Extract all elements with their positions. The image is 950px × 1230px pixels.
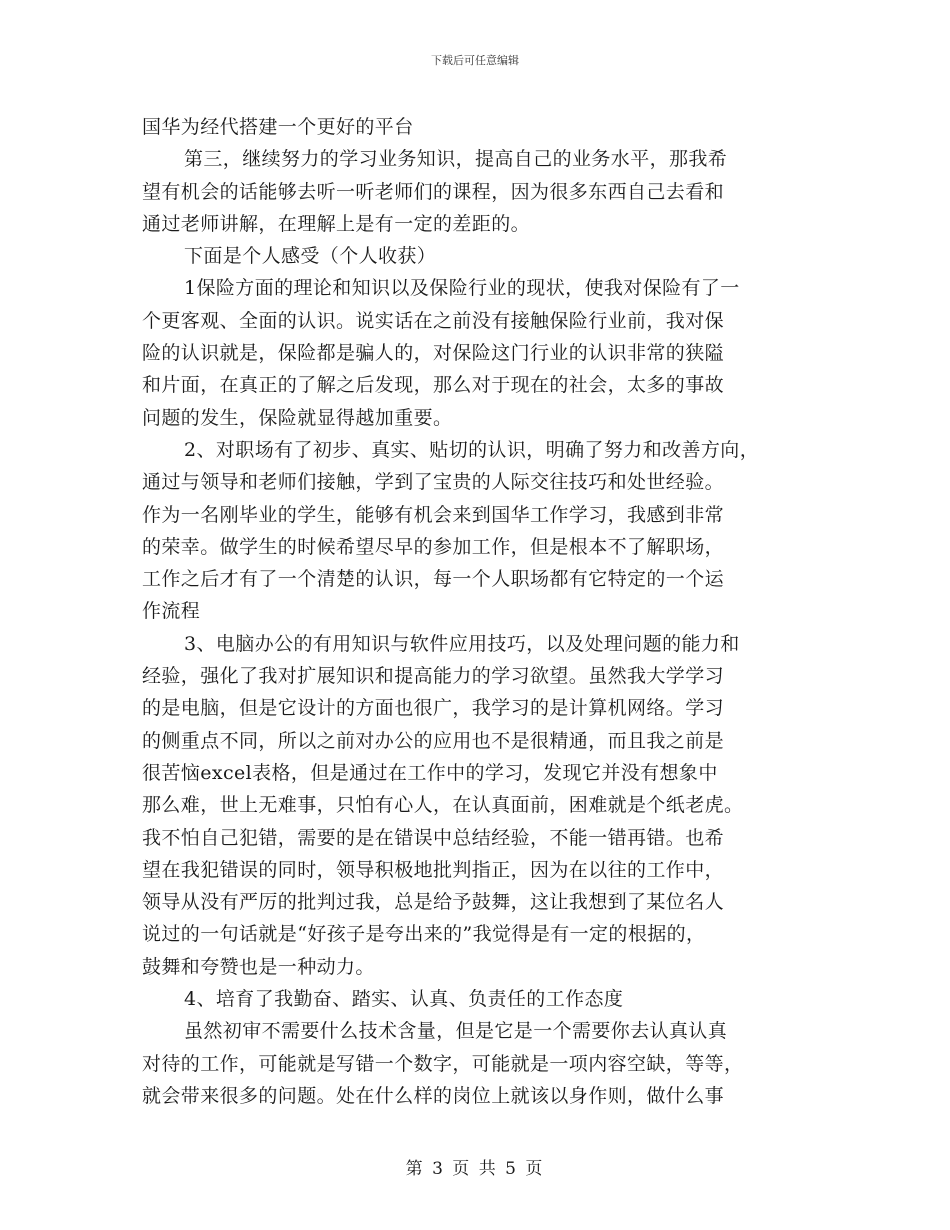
text-line: 很苦恼excel表格，但是通过在工作中的学习，发现它并没有想象中 (142, 761, 718, 784)
text-line: 说过的一句话就是“好孩子是夸出来的”我觉得是有一定的根据的， (142, 923, 706, 946)
text-line: 望在我犯错误的同时，领导积极地批判指正，因为在以往的工作中， (142, 858, 725, 881)
text-line: 通过老师讲解，在理解上是有一定的差距的。 (142, 212, 531, 235)
text-line: 就会带来很多的问题。处在什么样的岗位上就该以身作则，做什么事 (142, 1084, 725, 1107)
text-line: 2、对职场有了初步、真实、贴切的认识，明确了努力和改善方向， (184, 438, 760, 461)
text-line: 1保险方面的理论和知识以及保险行业的现状，使我对保险有了一 (184, 277, 740, 300)
text-line: 的侧重点不同，所以之前对办公的应用也不是很精通，而且我之前是 (142, 729, 725, 752)
text-line: 那么难，世上无难事，只怕有心人，在认真面前，困难就是个纸老虎。 (142, 794, 744, 817)
text-line: 个更客观、全面的认识。说实话在之前没有接触保险行业前，我对保 (142, 309, 725, 332)
text-line: 的荣幸。做学生的时候希望尽早的参加工作，但是根本不了解职场， (142, 535, 725, 558)
text-line: 4、培育了我勤奋、踏实、认真、负责任的工作态度 (184, 988, 624, 1011)
text-line: 作流程 (142, 600, 201, 623)
text-line: 领导从没有严厉的批判过我，总是给予鼓舞，这让我想到了某位名人 (142, 891, 725, 914)
text-line: 对待的工作，可能就是写错一个数字，可能就是一项内容空缺，等等， (142, 1052, 744, 1075)
text-line: 鼓舞和夸赞也是一种动力。 (142, 955, 375, 978)
text-line: 经验，强化了我对扩展知识和提高能力的学习欲望。虽然我大学学习 (142, 665, 725, 688)
text-line: 和片面，在真正的了解之后发现，那么对于现在的社会，太多的事故 (142, 374, 725, 397)
page-header: 下载后可任意编辑 (431, 54, 519, 67)
text-line: 望有机会的话能够去听一听老师们的课程，因为很多东西自己去看和 (142, 180, 725, 203)
text-line: 3、电脑办公的有用知识与软件应用技巧，以及处理问题的能力和 (184, 632, 740, 655)
text-line: 虽然初审不需要什么技术含量，但是它是一个需要你去认真认真 (184, 1020, 728, 1043)
text-line: 险的认识就是，保险都是骗人的，对保险这门行业的认识非常的狭隘 (142, 342, 725, 365)
text-line: 作为一名刚毕业的学生，能够有机会来到国华工作学习，我感到非常 (142, 503, 725, 526)
text-line: 我不怕自己犯错，需要的是在错误中总结经验，不能一错再错。也希 (142, 826, 725, 849)
page-number: 第 3 页 共 5 页 (405, 1159, 545, 1179)
document-body (142, 111, 814, 1112)
text-line: 问题的发生，保险就显得越加重要。 (142, 406, 453, 429)
text-line: 工作之后才有了一个清楚的认识，每一个人职场都有它特定的一个运 (142, 568, 725, 591)
text-line: 的是电脑，但是它设计的方面也很广，我学习的是计算机网络。学习 (142, 697, 725, 720)
text-line: 下面是个人感受（个人收获） (184, 245, 437, 268)
text-line: 通过与领导和老师们接触，学到了宝贵的人际交往技巧和处世经验。 (142, 471, 725, 494)
text-line: 国华为经代搭建一个更好的平台 (142, 116, 414, 138)
text-line: 第三，继续努力的学习业务知识，提高自己的业务水平，那我希 (184, 148, 728, 171)
